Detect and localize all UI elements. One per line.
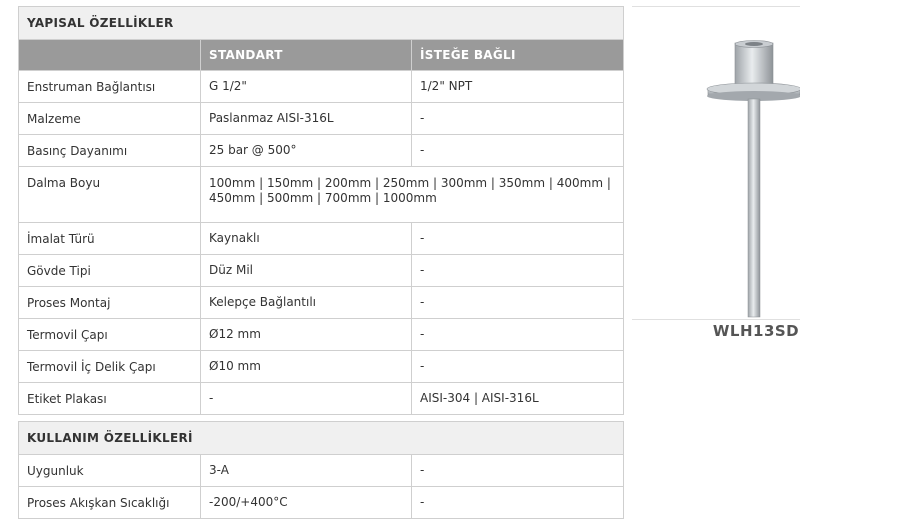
row-label: Uygunluk <box>19 455 201 487</box>
row-standard: 25 bar @ 500° <box>201 135 412 167</box>
row-standard: -200/+400°C <box>201 487 412 519</box>
row-label: Etiket Plakası <box>19 383 201 415</box>
row-standard: G 1/2" <box>201 71 412 103</box>
table-row <box>19 135 624 167</box>
row-standard: - <box>201 383 412 415</box>
row-label: İmalat Türü <box>19 223 201 255</box>
row-standard: 3-A <box>201 455 412 487</box>
row-optional: - <box>412 287 624 319</box>
usage-specs-table <box>18 421 624 519</box>
table-row <box>19 167 624 223</box>
row-optional: - <box>412 455 624 487</box>
row-optional: - <box>412 223 624 255</box>
header-optional: İSTEĞE BAĞLI <box>412 40 624 71</box>
product-code: WLH13SD <box>712 322 800 340</box>
row-standard: 100mm | 150mm | 200mm | 250mm | 300mm | 350mm | 400mm | 450mm | 500mm | 700mm | 1000mm <box>201 167 624 223</box>
structural-section-title: YAPISAL ÖZELLİKLER <box>19 7 624 40</box>
row-optional: - <box>412 487 624 519</box>
table-row <box>19 383 624 415</box>
table-row <box>19 255 624 287</box>
row-standard: Düz Mil <box>201 255 412 287</box>
row-label: Basınç Dayanımı <box>19 135 201 167</box>
table-row <box>19 287 624 319</box>
structural-specs-table <box>18 6 624 415</box>
row-label: Proses Montaj <box>19 287 201 319</box>
row-optional: AISI-304 | AISI-316L <box>412 383 624 415</box>
row-optional: - <box>412 135 624 167</box>
row-optional: - <box>412 319 624 351</box>
row-standard: Kelepçe Bağlantılı <box>201 287 412 319</box>
row-label: Dalma Boyu <box>19 167 201 223</box>
header-blank-cell <box>19 40 201 71</box>
usage-section-title: KULLANIM ÖZELLİKLERİ <box>19 422 624 455</box>
table-row <box>19 319 624 351</box>
row-standard: Ø10 mm <box>201 351 412 383</box>
row-standard: Kaynaklı <box>201 223 412 255</box>
row-label: Termovil İç Delik Çapı <box>19 351 201 383</box>
table-row <box>19 71 624 103</box>
row-label: Enstruman Bağlantısı <box>19 71 201 103</box>
row-standard: Ø12 mm <box>201 319 412 351</box>
table-row <box>19 223 624 255</box>
header-standard: STANDART <box>201 40 412 71</box>
row-optional: 1/2" NPT <box>412 71 624 103</box>
thermowell-image <box>632 7 800 319</box>
row-standard: Paslanmaz AISI-316L <box>201 103 412 135</box>
row-label: Proses Akışkan Sıcaklığı <box>19 487 201 519</box>
table-row <box>19 103 624 135</box>
row-optional: - <box>412 255 624 287</box>
row-optional: - <box>412 103 624 135</box>
table-row <box>19 487 624 519</box>
row-label: Gövde Tipi <box>19 255 201 287</box>
table-row <box>19 455 624 487</box>
row-optional: - <box>412 351 624 383</box>
row-label: Malzeme <box>19 103 201 135</box>
row-label: Termovil Çapı <box>19 319 201 351</box>
product-image-frame <box>632 6 800 320</box>
table-row <box>19 351 624 383</box>
